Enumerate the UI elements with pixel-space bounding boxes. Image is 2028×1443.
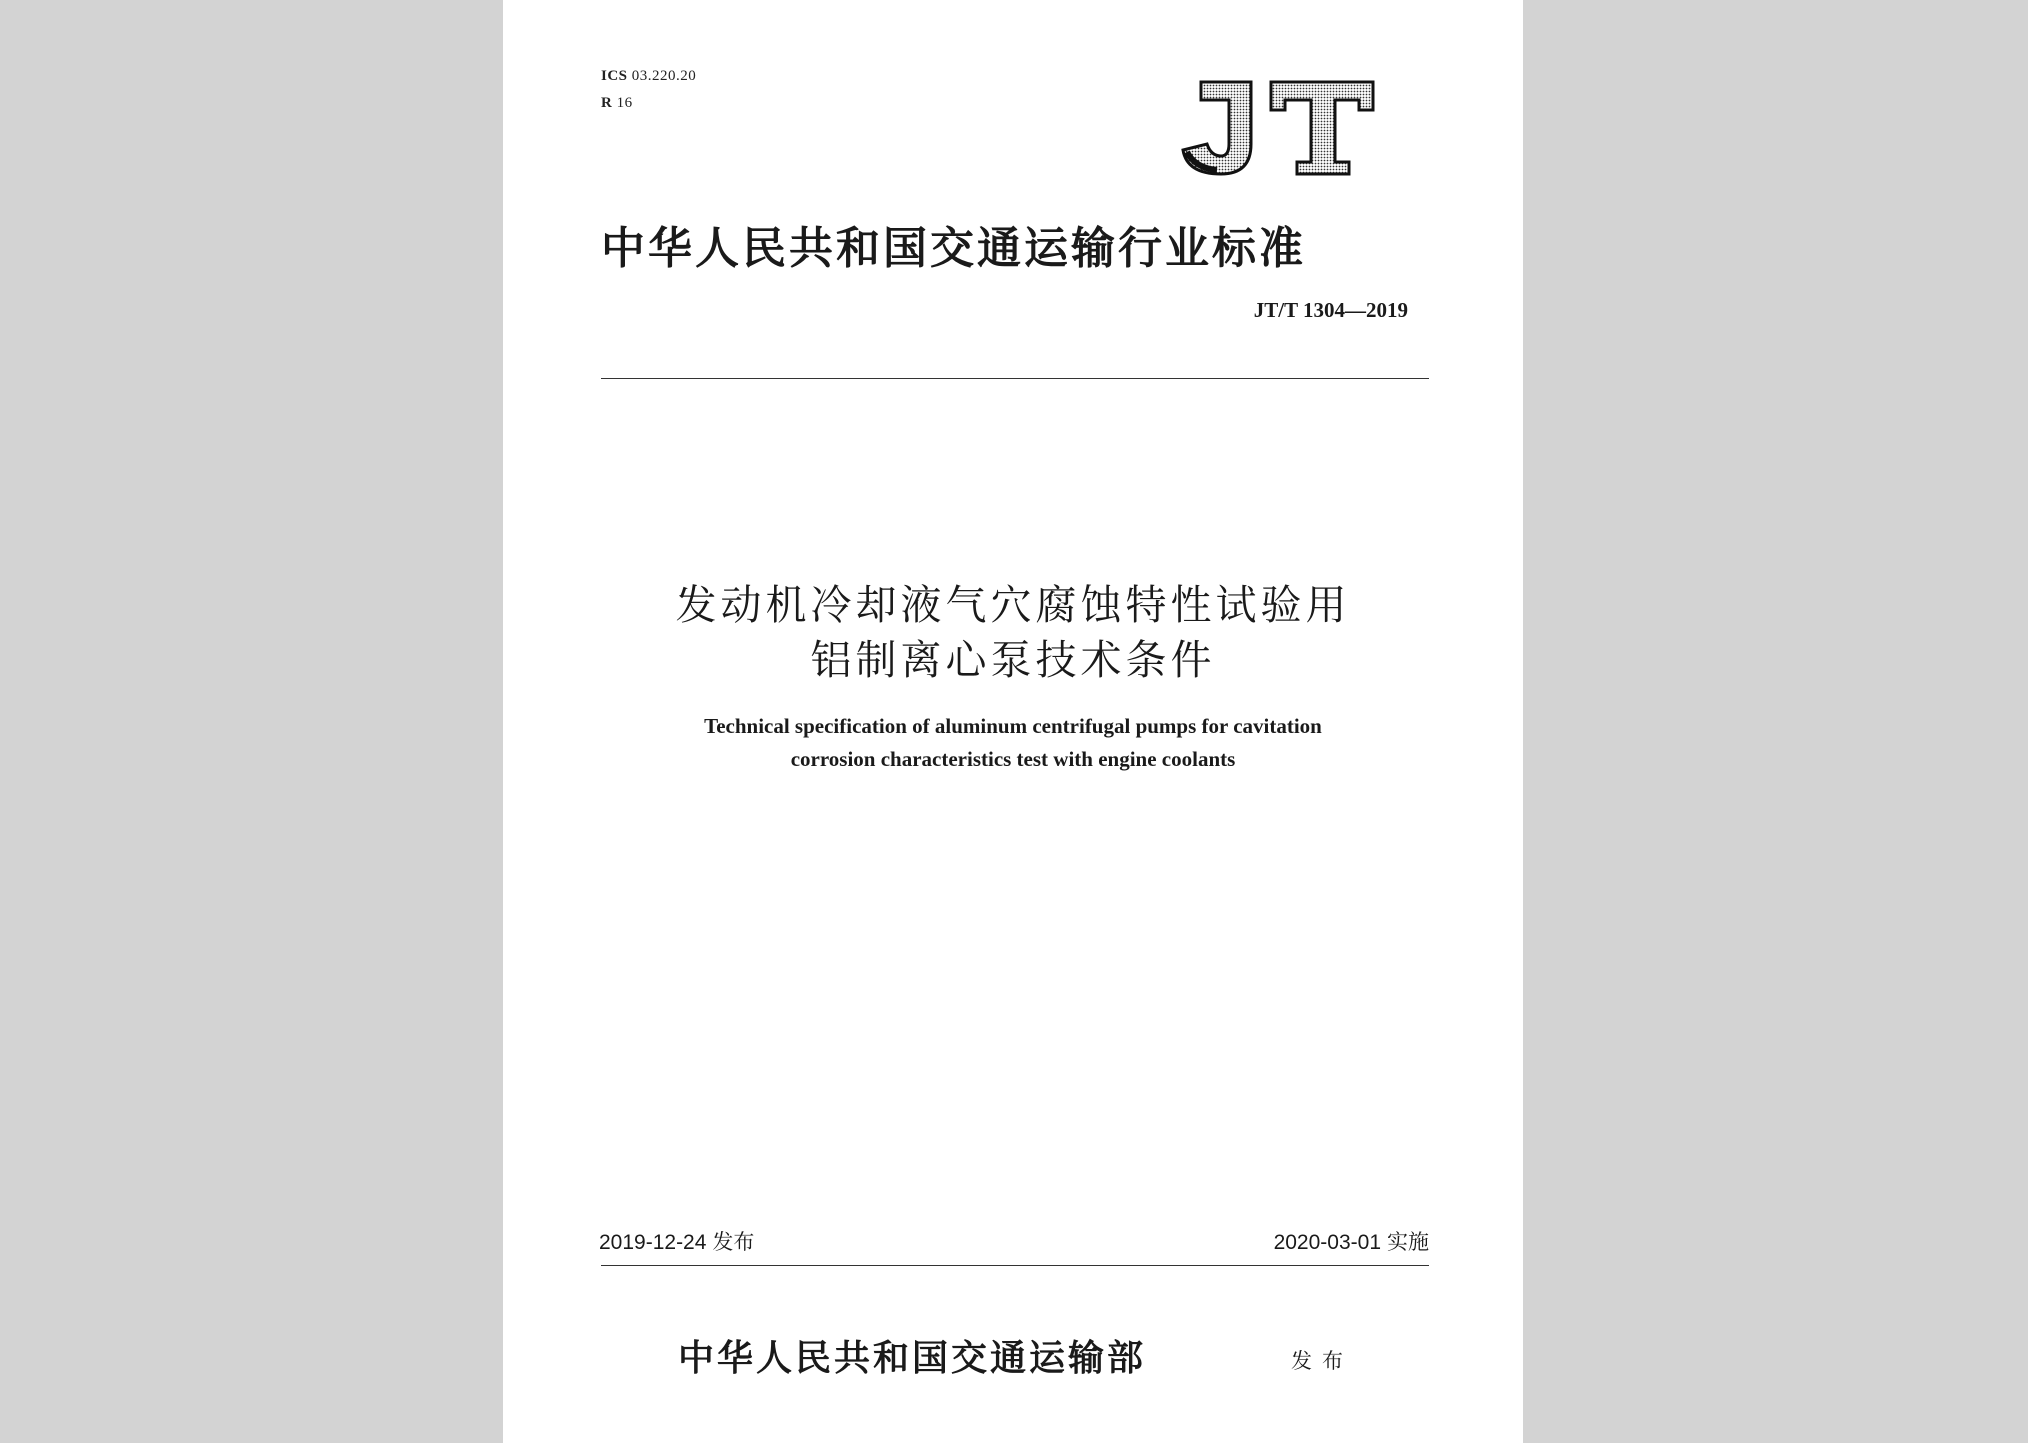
issue-label: 发布 — [1291, 1349, 1353, 1373]
implementation-date — [1274, 1226, 1429, 1256]
implementation-date-value: 2020-03-01 — [1273, 1231, 1381, 1254]
title-cn-line2: 铝制离心泵技术条件 — [810, 636, 1216, 684]
top-divider — [601, 378, 1429, 379]
title-en-line2: corrosion characteristics test with engine coolants — [790, 747, 1236, 771]
title-en-line1: Technical specification of aluminum centrifugal pumps for cavitation — [704, 714, 1322, 738]
standard-number: JT/T 1304—2019 — [1253, 298, 1408, 322]
jt-logo-glyphs — [1183, 82, 1373, 174]
document-page — [503, 0, 1523, 1443]
class-label: R — [601, 95, 613, 111]
classification-code — [601, 95, 633, 112]
ics-label: ICS — [601, 68, 628, 84]
ics-code — [601, 68, 696, 85]
ics-value: 03.220.20 — [631, 68, 697, 84]
title-cn-line1: 发动机冷却液气穴腐蚀特性试验用 — [675, 581, 1351, 629]
issue-date — [599, 1226, 754, 1256]
bottom-divider — [601, 1265, 1429, 1266]
class-value: 16 — [616, 95, 633, 111]
issue-date-suffix: 发布 — [712, 1231, 755, 1254]
implementation-date-suffix: 实施 — [1387, 1231, 1429, 1254]
jt-logo — [1173, 78, 1383, 178]
standard-organization: 中华人民共和国交通运输行业标准 — [601, 223, 1306, 274]
issue-date-value: 2019-12-24 — [599, 1231, 707, 1254]
issuing-authority: 中华人民共和国交通运输部 — [678, 1337, 1147, 1379]
